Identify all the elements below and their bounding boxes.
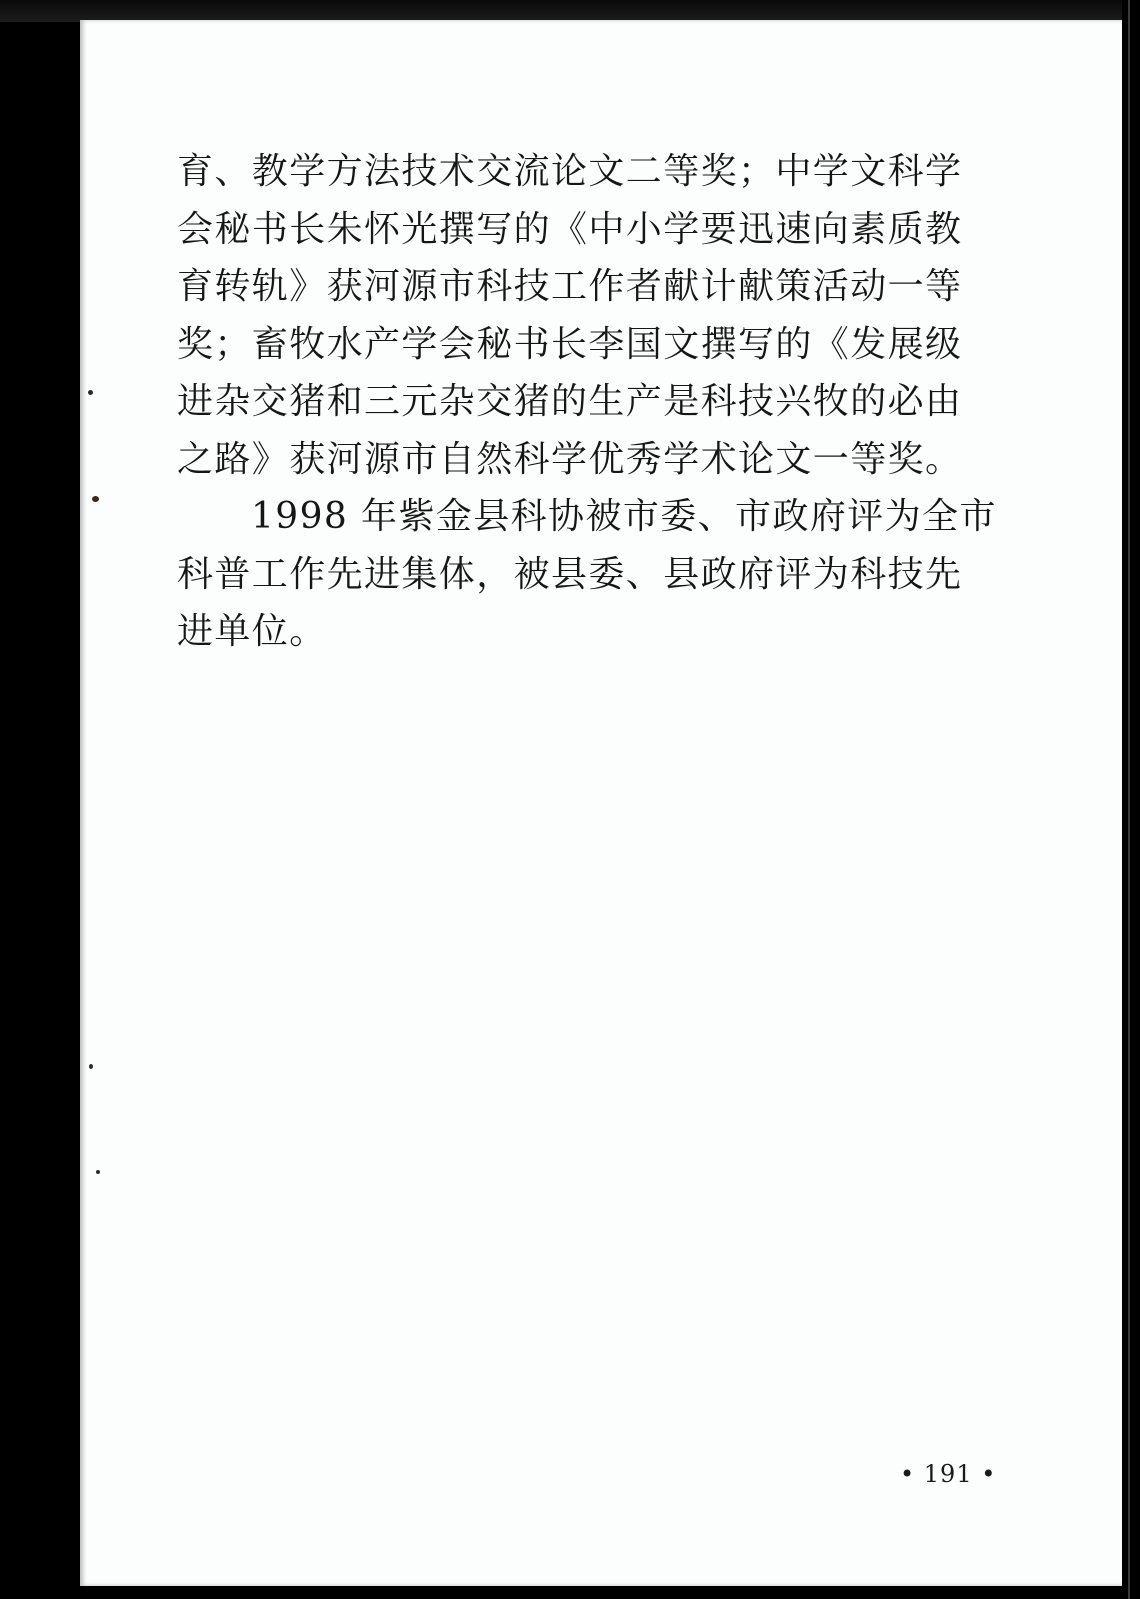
text-line: 科普工作先进集体，被县委、县政府评为科技先 — [177, 553, 963, 595]
text-line: 进单位。 — [177, 611, 327, 652]
text-line: 育转轨》获河源市科技工作者献计献策活动一等 — [177, 266, 963, 307]
page-number: • 191 • — [900, 1460, 997, 1488]
text-line: 会秘书长朱怀光撰写的《中小学要迅速向素质教 — [177, 208, 963, 250]
text-line: 1998 年紫金县科协被市委、市政府评为全市 — [251, 496, 997, 537]
text-line: 进杂交猪和三元杂交猪的生产是科技兴牧的必由 — [177, 381, 963, 422]
text-line: 育、教学方法技术交流论文二等奖；中学文科学 — [177, 151, 963, 192]
body-text — [177, 143, 1007, 661]
scan-top-border — [0, 0, 1140, 22]
scan-speck — [92, 496, 99, 502]
scan-speck — [88, 390, 93, 395]
text-line: 之路》获河源市自然科学优秀学术论文一等奖。 — [177, 438, 963, 480]
text-line: 奖；畜牧水产学会秘书长李国文撰写的《发展级 — [177, 323, 963, 365]
scan-speck — [96, 1170, 100, 1174]
scan-speck — [89, 1064, 93, 1069]
scan-right-border — [1122, 0, 1140, 1599]
